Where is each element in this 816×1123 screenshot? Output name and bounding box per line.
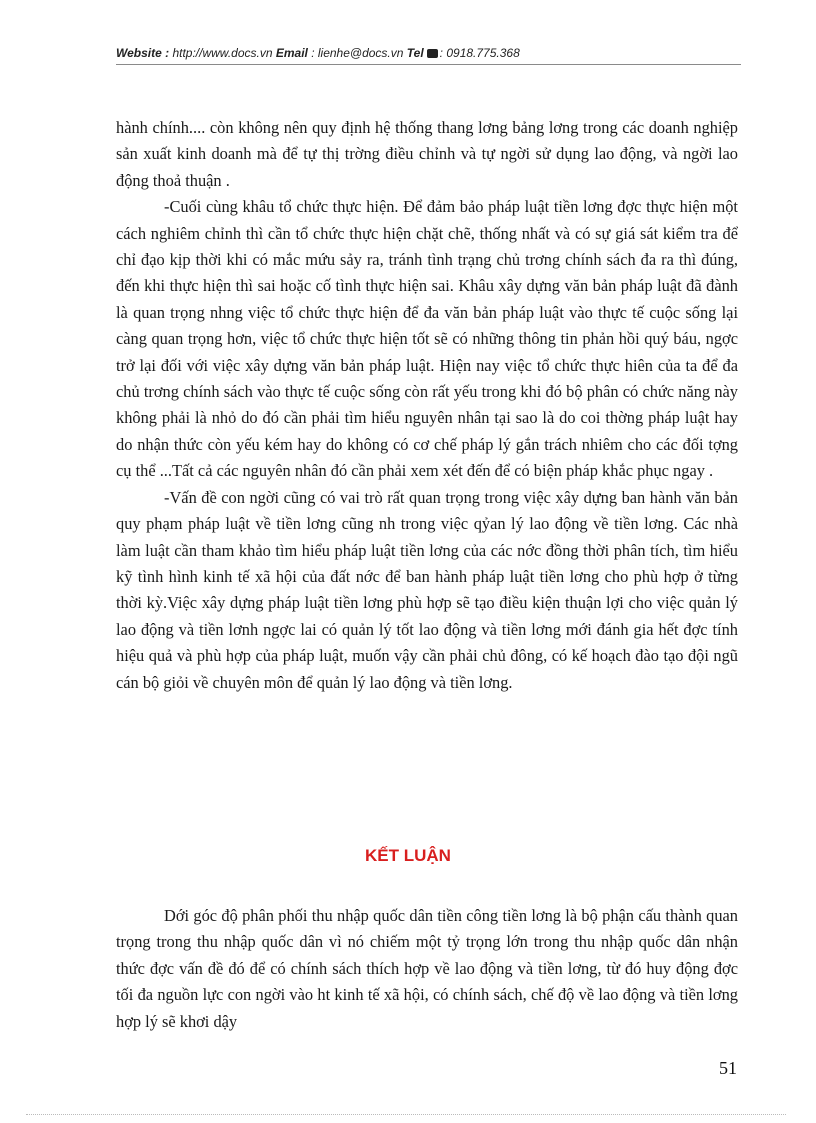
email-label: Email bbox=[275, 46, 308, 60]
phone-icon bbox=[427, 49, 438, 58]
email-value[interactable]: : lienhe@docs.vn bbox=[307, 46, 407, 60]
tel-label: Tel bbox=[406, 46, 424, 60]
body-text bbox=[116, 115, 738, 696]
website-label: Website : bbox=[116, 46, 170, 60]
page-header bbox=[116, 46, 741, 65]
conclusion-text bbox=[116, 903, 738, 1035]
page-number: 51 bbox=[719, 1058, 737, 1078]
section-title: KẾT LUẬN bbox=[365, 846, 451, 865]
paragraph-conclusion: Dới góc độ phân phối thu nhập quốc dân tiền công tiền lơng là bộ phận cấu thành quan trọng trong thu nhập quốc dân vì nó chiếm một tỷ trọng lớn trong thu nhập quốc dân nhận thức đợc vấn đề đó để có chính sách thích hợp về lao động và tiền lơng, từ đó huy động đợc tối đa nguồn lực con ngời vào ht kinh tế xã hội, có chính sách, chế độ về lao động và tiền lơng hợp lý sẽ khơi dậy bbox=[116, 906, 738, 1031]
paragraph-implementation: -Cuối cùng khâu tổ chức thực hiện. Để đảm bảo pháp luật tiền lơng đợc thực hiện một cách nghiêm chỉnh thì cần tổ chức thực hiện chặt chẽ, thống nhất và có sự giá sát kiểm tra để chỉ đạo kịp thời khi có mắc mứu sảy ra, tránh tình trạng chủ trơng chính sách đa ra thì đúng, đến khi thực hiện thì sai hoặc cố tình thực hiện sai. Khâu xây dựng văn bản pháp luật đã đành là quan trọng nhng việc tổ chức thực hiện để đa văn bản pháp luật vào thực tế cuộc sống lại càng quan trọng hơn, việc tổ chức thực hiện tốt sẽ có những thông tin phản hồi quý báu, ngợc trở lại đối với việc xây dựng văn bản pháp luật. Hiện nay việc tổ chức thực hiên của ta để đa chủ trơng chính sách vào thực tế cuộc sống còn rất yếu trong khi đó bộ phân có chức năng này không phải là nhỏ do đó cần phải tìm hiểu nguyên nhân tại sao là do coi thờng pháp luật hay do nhận thức còn yếu kém hay do không có cơ chế pháp lý gắn trách nhiêm cho các đối tợng cụ thể ...Tất cả các nguyên nhân đó cần phải xem xét đến để có biện pháp khắc phục ngay . bbox=[116, 197, 738, 481]
paragraph-human-factor: -Vấn đề con ngời cũng có vai trò rất quan trọng trong việc xây dựng ban hành văn bản quy phạm pháp luật về tiền lơng cũng nh trong việc qỷan lý lao động về tiền lơng. Các nhà làm luật cần tham khảo tìm hiểu pháp luật tiền lơng của các nớc đồng thời phân tích, tìm hiểu kỹ tình hình kinh tế xã hội của đất nớc để ban hành pháp luật tiền lơng cho phù hợp ở từng thời kỳ.Việc xây dựng pháp luật tiền lơng phù hợp sẽ tạo điều kiện thuận lợi cho việc quản lý lao động và tiền lơnh ngợc lai có quản lý tốt lao động và tiền lơng mới đánh gia hết đợc tính hiệu quả và phù hợp của pháp luật, muốn vậy cần phải chủ đông, có kế hoạch đào tạo đội ngũ cán bộ giỏi về chuyên môn để quản lý lao động và tiền lơng. bbox=[116, 487, 738, 692]
website-url[interactable]: http://www.docs.vn bbox=[169, 46, 276, 60]
tel-value: : 0918.775.368 bbox=[439, 46, 520, 60]
bottom-divider bbox=[26, 1114, 786, 1115]
paragraph-continuation: hành chính.... còn không nên quy định hệ thống thang lơng bảng lơng trong các doanh nghiệp sản xuất kinh doanh mà để tự thị trờng điều chỉnh và tự ngời sử dụng lao động, và ngời lao động thoả thuận . bbox=[116, 118, 738, 190]
